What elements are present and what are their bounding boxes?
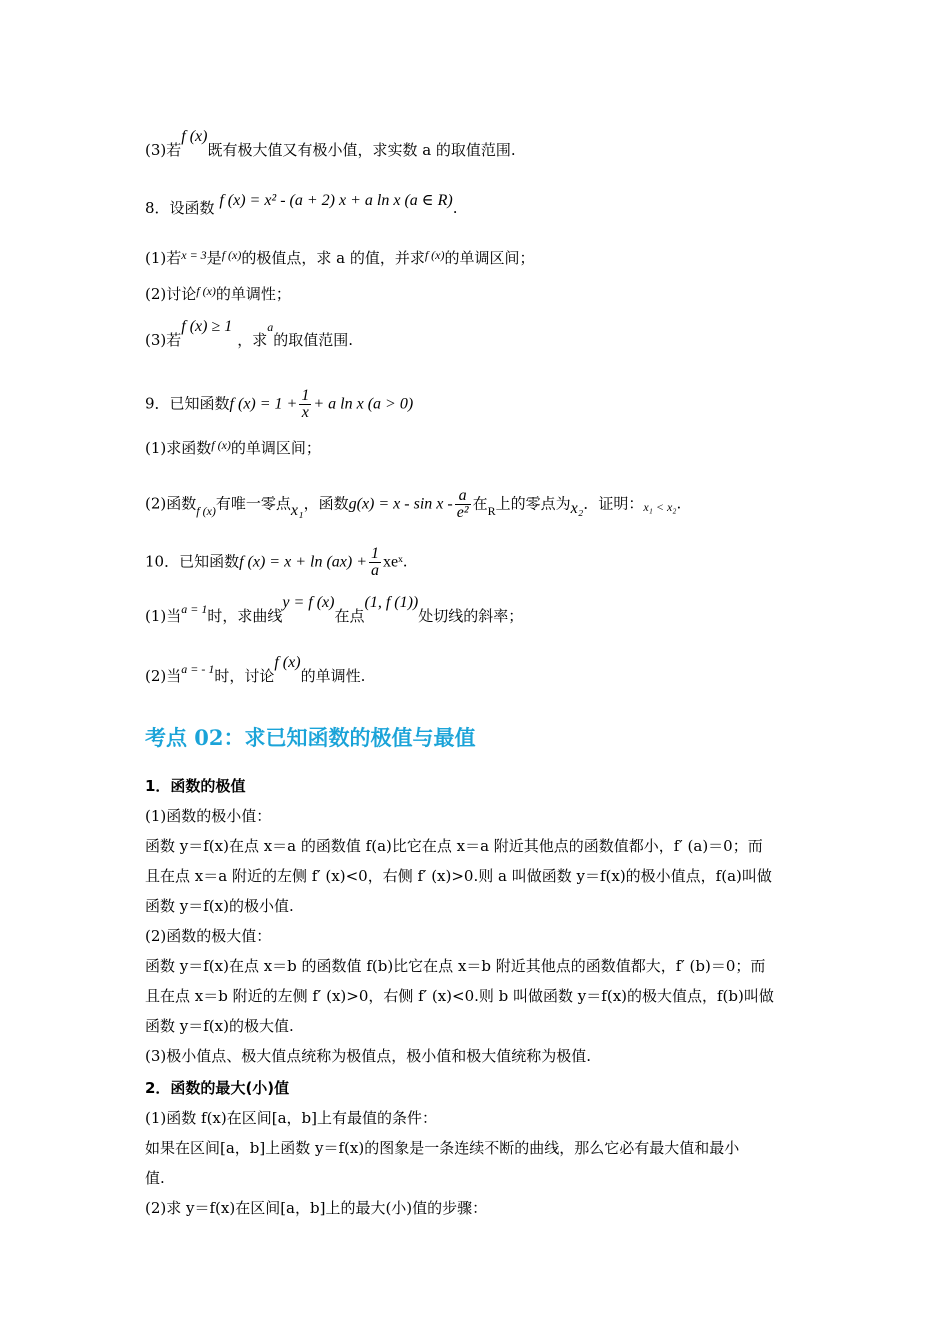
problem8-part3	[145, 318, 354, 351]
fraction	[455, 488, 471, 521]
problem9-part2	[145, 488, 681, 521]
math-cond: f (x) ≥ 1	[181, 318, 233, 335]
math-var: a	[267, 320, 274, 334]
fraction	[369, 546, 381, 579]
problem8-part1	[145, 248, 535, 269]
paragraph: 值.	[145, 1169, 165, 1187]
math-formula: f (x) = 1 +	[229, 395, 298, 413]
text: (1)当	[145, 607, 182, 625]
problem10-part2	[145, 654, 366, 687]
text: 上的零点为	[495, 494, 571, 513]
paragraph: 函数 y＝f(x)在点 x＝b 的函数值 f(b)比它在点 x＝b 附近其他点的函数值都大，f′ (b)＝0；而	[145, 957, 766, 975]
problem7-part3	[145, 128, 516, 161]
paragraph: 函数 y＝f(x)的极大值.	[145, 1017, 294, 1035]
math-fx: f (x)	[181, 128, 208, 145]
math-formula: + a ln x (a > 0)	[313, 395, 414, 413]
problem-label: 10．已知函数	[145, 552, 240, 571]
math-x1: x₁	[290, 501, 304, 519]
heading-max-min: 2．函数的最大(小)值	[145, 1079, 290, 1097]
heading-extrema: 1．函数的极值	[145, 777, 246, 795]
math-fx: f (x)	[196, 503, 216, 518]
math-formula: f (x) = x² - (a + 2) x + a ln x (a ∈ R)	[219, 192, 453, 209]
text: ．证明：	[583, 494, 644, 513]
fraction	[299, 388, 311, 421]
frac-num: 1	[301, 387, 310, 404]
text: 在点	[334, 607, 365, 625]
text: ，求	[237, 331, 268, 349]
text: .	[402, 552, 408, 571]
paragraph: (2)求 y＝f(x)在区间[a，b]上的最大(小)值的步骤：	[145, 1199, 488, 1217]
text: (3)若	[145, 141, 182, 159]
math-formula: xeˣ	[383, 553, 403, 571]
problem10-part1	[145, 594, 524, 627]
math-fx: f (x)	[274, 654, 301, 671]
text: 的单调性.	[300, 667, 366, 685]
paragraph: 函数 y＝f(x)的极小值.	[145, 897, 294, 915]
math-cond: a = 1	[181, 602, 208, 616]
text: .	[676, 494, 682, 513]
text: (1)求函数	[145, 439, 212, 457]
math-formula: f (x) = x + ln (ax) +	[239, 553, 367, 571]
math-curve: y = f (x)	[282, 594, 335, 611]
text: 的取值范围.	[273, 331, 354, 349]
math-point: (1, f (1))	[364, 594, 419, 611]
paragraph: (1)函数的极小值：	[145, 807, 272, 825]
math-cond: x = 3	[181, 248, 207, 262]
math-inequality: x₁ < x₂	[643, 499, 677, 514]
text: 是	[206, 249, 222, 267]
problem9-part1	[145, 438, 321, 459]
text: 处切线的斜率；	[418, 607, 524, 625]
problem-label: 8．设函数	[145, 199, 215, 217]
text: .	[452, 199, 458, 217]
paragraph: (2)函数的极大值：	[145, 927, 272, 945]
math-fx: f (x)	[221, 248, 242, 262]
section-title: 考点 02：求已知函数的极值与最值	[145, 725, 476, 750]
text: 的单调区间；	[230, 439, 321, 457]
paragraph: 如果在区间[a，b]上函数 y＝f(x)的图象是一条连续不断的曲线，那么它必有最大值和最小	[145, 1139, 740, 1157]
text: 时，讨论	[214, 667, 275, 685]
problem9-statement	[145, 388, 413, 421]
problem10-statement	[145, 546, 408, 579]
paragraph: (3)极小值点、极大值点统称为极值点，极小值和极大值统称为极值.	[145, 1047, 592, 1065]
text: (1)若	[145, 249, 182, 267]
math-fx: f (x)	[196, 284, 216, 298]
problem8-part2	[145, 284, 291, 305]
text: 有唯一零点	[215, 494, 291, 513]
math-g: g(x) = x - sin x -	[348, 495, 453, 513]
frac-num: a	[455, 488, 471, 505]
paragraph: 且在点 x＝a 附近的左侧 f′ (x)<0，右侧 f′ (x)>0.则 a 叫做函数 y＝f(x)的极小值点，f(a)叫做	[145, 867, 772, 885]
math-fx: f (x)	[211, 438, 231, 452]
text: 在	[472, 494, 488, 513]
text: 的极值点，求 a 的值，并求	[241, 249, 425, 267]
text: (3)若	[145, 331, 182, 349]
paragraph: (1)函数 f(x)在区间[a，b]上有最值的条件：	[145, 1109, 437, 1127]
frac-den: e²	[456, 504, 469, 521]
text: 的单调区间；	[444, 249, 535, 267]
text: 的单调性；	[215, 285, 291, 303]
text: 既有极大值又有极小值，求实数 a 的取值范围.	[207, 141, 516, 159]
text: ，函数	[303, 494, 349, 513]
paragraph: 且在点 x＝b 附近的左侧 f′ (x)>0，右侧 f′ (x)<0.则 b 叫做函数 y＝f(x)的极大值点，f(b)叫做	[145, 987, 774, 1005]
problem-label: 9．已知函数	[145, 394, 230, 413]
frac-num: 1	[371, 545, 379, 562]
math-cond: a = - 1	[181, 662, 215, 676]
paragraph: 函数 y＝f(x)在点 x＝a 的函数值 f(a)比它在点 x＝a 附近其他点的函数值都小，f′ (a)＝0；而	[145, 837, 763, 855]
math-fx: f (x)	[424, 248, 445, 262]
frac-den: a	[371, 562, 379, 579]
text: 时，求曲线	[207, 607, 283, 625]
problem8-statement	[145, 192, 458, 219]
frac-den: x	[301, 404, 309, 421]
math-x2: x₂	[570, 499, 584, 517]
text: (2)讨论	[145, 285, 197, 303]
text: (2)当	[145, 667, 182, 685]
text: (2)函数	[145, 494, 197, 513]
math-R: R	[487, 503, 496, 518]
